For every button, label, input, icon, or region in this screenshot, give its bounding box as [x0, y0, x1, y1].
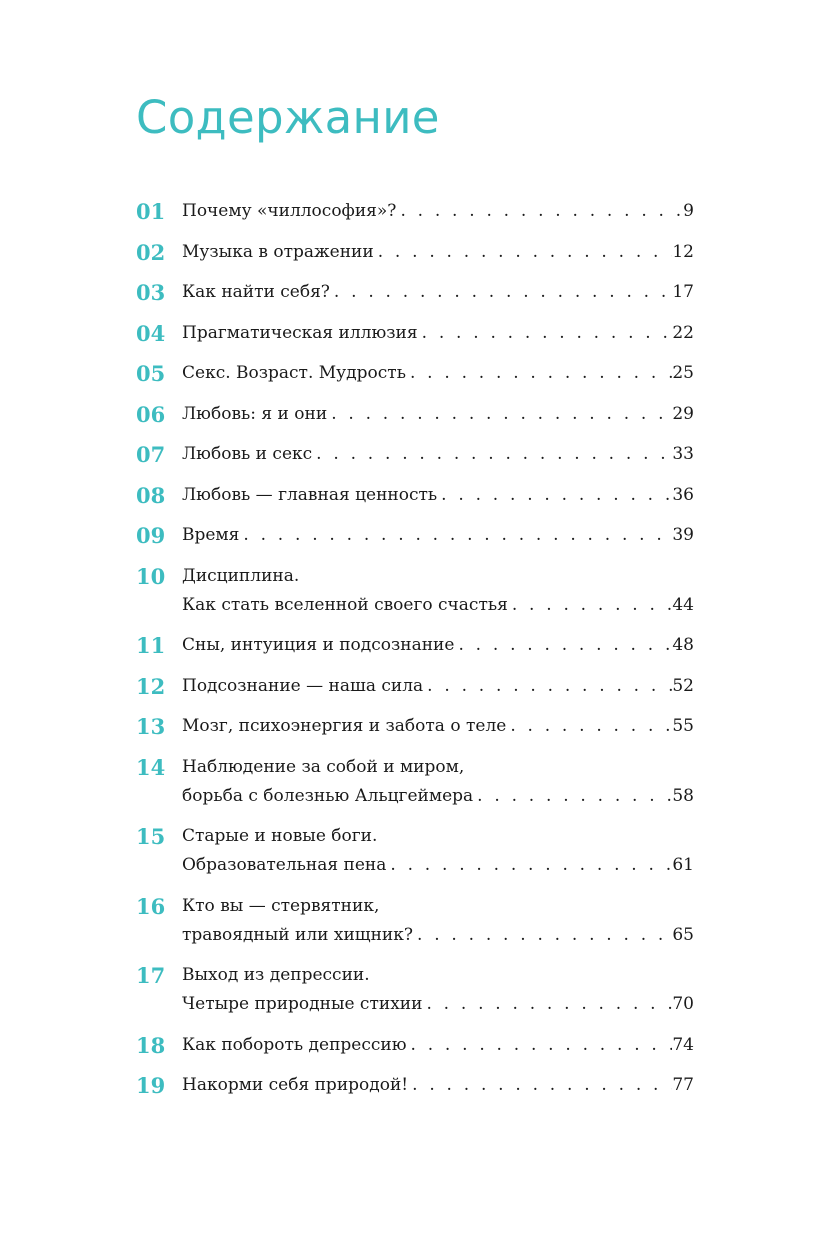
- dot-leader: [330, 276, 672, 309]
- chapter-number: 15: [136, 824, 166, 849]
- chapter-title: Любовь — главная ценность: [182, 484, 438, 505]
- chapter-number: 09: [136, 523, 166, 548]
- page-number: 65: [672, 924, 694, 945]
- page-number: 61: [672, 855, 694, 875]
- chapter-body: [182, 959, 694, 1020]
- chapter-number: 10: [136, 563, 166, 589]
- toc-entry[interactable]: [136, 820, 694, 881]
- chapter-body: [182, 1029, 694, 1062]
- chapter-title: Время: [182, 525, 240, 545]
- chapter-title-line: [182, 781, 694, 812]
- chapter-title-line: [182, 590, 694, 621]
- page-number: 12: [672, 241, 694, 262]
- chapter-title-line: [182, 398, 694, 431]
- page-number: 25: [672, 363, 694, 383]
- toc-entry[interactable]: [136, 959, 694, 1020]
- chapter-title: Дисциплина.: [182, 565, 300, 586]
- toc-entry[interactable]: [136, 710, 694, 743]
- chapter-title-line: [182, 989, 694, 1020]
- chapter-title-line: [182, 519, 694, 552]
- chapter-title-line: [182, 850, 694, 881]
- chapter-number: 18: [136, 1032, 166, 1058]
- chapter-title-line: [182, 438, 694, 471]
- chapter-number: 12: [136, 673, 166, 699]
- page-number: 55: [672, 716, 694, 736]
- chapter-title-line: [182, 820, 694, 850]
- chapter-title-line: [182, 357, 694, 390]
- toc-entry[interactable]: [136, 1029, 694, 1062]
- chapter-title: Сны, интуиция и подсознание: [182, 635, 455, 655]
- chapter-number: 01: [136, 199, 166, 224]
- chapter-title: борьба с болезнью Альцгеймера: [182, 785, 474, 806]
- dot-leader: [374, 236, 673, 269]
- toc-entry[interactable]: [136, 195, 694, 228]
- chapter-body: [182, 519, 694, 552]
- chapter-number: 02: [136, 239, 166, 265]
- dot-leader: [473, 781, 672, 812]
- chapter-number: 14: [136, 754, 166, 780]
- dot-leader: [327, 398, 672, 431]
- page-number: 48: [672, 635, 694, 655]
- chapter-number: 05: [136, 361, 166, 386]
- chapter-title: Наблюдение за собой и миром,: [182, 756, 465, 777]
- toc-entry[interactable]: [136, 276, 694, 309]
- dot-leader: [423, 670, 672, 703]
- toc-entry[interactable]: [136, 890, 694, 951]
- chapter-body: [182, 890, 694, 951]
- chapter-title-line: [182, 959, 694, 989]
- chapter-title: Четыре природные стихии: [182, 994, 423, 1014]
- dot-leader: [413, 920, 672, 951]
- chapter-body: [182, 357, 694, 390]
- chapter-title: Как стать вселенной своего счастья: [182, 594, 508, 615]
- chapter-title-line: [182, 710, 694, 743]
- chapter-title-line: [182, 1069, 694, 1102]
- toc-entry[interactable]: [136, 1069, 694, 1102]
- toc-entry[interactable]: [136, 317, 694, 350]
- chapter-title-line: [182, 629, 694, 662]
- chapter-title: травоядный или хищник?: [182, 924, 414, 945]
- chapter-title: Как побороть депрессию: [182, 1034, 407, 1055]
- chapter-body: [182, 276, 694, 309]
- chapter-number: 06: [136, 401, 166, 427]
- chapter-title-line: [182, 236, 694, 269]
- chapter-title: Музыка в отражении: [182, 241, 374, 262]
- chapter-title: Почему «чиллософия»?: [182, 201, 397, 221]
- chapter-title: Старые и новые боги.: [182, 826, 378, 846]
- chapter-number: 11: [136, 633, 166, 658]
- dot-leader: [239, 519, 672, 552]
- chapter-body: [182, 1069, 694, 1102]
- chapter-title-line: [182, 317, 694, 350]
- chapter-number: 07: [136, 442, 166, 467]
- toc-entry[interactable]: [136, 236, 694, 269]
- chapter-title: Прагматическая иллюзия: [182, 322, 418, 343]
- dot-leader: [418, 317, 673, 350]
- page-number: 74: [672, 1034, 694, 1055]
- chapter-body: [182, 236, 694, 269]
- chapter-number: 03: [136, 280, 166, 305]
- chapter-body: [182, 195, 694, 228]
- chapter-body: [182, 317, 694, 350]
- page-number: 17: [672, 282, 694, 302]
- dot-leader: [454, 629, 672, 662]
- chapter-title-line: [182, 195, 694, 228]
- chapter-title: Как найти себя?: [182, 282, 330, 302]
- chapter-number: 13: [136, 714, 166, 739]
- dot-leader: [386, 850, 672, 881]
- chapter-body: [182, 670, 694, 703]
- toc-entry[interactable]: [136, 479, 694, 512]
- page-number: 33: [672, 444, 694, 464]
- chapter-number: 19: [136, 1073, 166, 1098]
- toc-entry[interactable]: [136, 670, 694, 703]
- chapter-body: [182, 820, 694, 881]
- chapter-body: [182, 398, 694, 431]
- chapter-body: [182, 751, 694, 812]
- chapter-title-line: [182, 670, 694, 703]
- page-number: 52: [672, 675, 694, 696]
- page-number: 77: [672, 1075, 694, 1095]
- chapter-title-line: [182, 751, 694, 781]
- page-number: 44: [672, 594, 694, 615]
- dot-leader: [422, 989, 672, 1020]
- dot-leader: [437, 479, 672, 512]
- chapter-title-line: [182, 479, 694, 512]
- page-number: 9: [683, 201, 694, 221]
- chapter-title-line: [182, 1029, 694, 1062]
- chapter-title: Любовь: я и они: [182, 403, 328, 424]
- chapter-title-line: [182, 276, 694, 309]
- toc-entry[interactable]: [136, 357, 694, 390]
- chapter-title: Выход из депрессии.: [182, 965, 370, 985]
- dot-leader: [312, 438, 672, 471]
- page-number: 39: [672, 525, 694, 545]
- page-number: 70: [672, 994, 694, 1014]
- table-of-contents: [136, 195, 694, 1110]
- chapter-title: Накорми себя природой!: [182, 1075, 409, 1095]
- toc-entry[interactable]: [136, 629, 694, 662]
- chapter-number: 17: [136, 963, 166, 988]
- page-number: 22: [672, 322, 694, 343]
- page-number: 36: [672, 484, 694, 505]
- chapter-title-line: [182, 890, 694, 920]
- dot-leader: [396, 195, 683, 228]
- page-number: 29: [672, 403, 694, 424]
- dot-leader: [508, 590, 673, 621]
- chapter-title: Подсознание — наша сила: [182, 675, 424, 696]
- dot-leader: [506, 710, 672, 743]
- chapter-body: [182, 710, 694, 743]
- toc-entry[interactable]: [136, 438, 694, 471]
- chapter-body: [182, 629, 694, 662]
- toc-entry[interactable]: [136, 519, 694, 552]
- chapter-title: Образовательная пена: [182, 855, 387, 875]
- toc-entry[interactable]: [136, 560, 694, 621]
- chapter-body: [182, 479, 694, 512]
- chapter-title-line: [182, 920, 694, 951]
- toc-entry[interactable]: [136, 751, 694, 812]
- toc-entry[interactable]: [136, 398, 694, 431]
- chapter-title: Любовь и секс: [182, 444, 313, 464]
- page-title: Содержание: [136, 91, 440, 144]
- chapter-number: 04: [136, 320, 166, 346]
- chapter-body: [182, 560, 694, 621]
- chapter-title: Мозг, психоэнергия и забота о теле: [182, 716, 507, 736]
- page-number: 58: [672, 785, 694, 806]
- chapter-number: 16: [136, 893, 166, 919]
- chapter-body: [182, 438, 694, 471]
- chapter-number: 08: [136, 482, 166, 508]
- dot-leader: [408, 1069, 672, 1102]
- dot-leader: [407, 1029, 673, 1062]
- chapter-title-line: [182, 560, 694, 590]
- chapter-title: Секс. Возраст. Мудрость: [182, 363, 406, 383]
- chapter-title: Кто вы — стервятник,: [182, 895, 380, 916]
- dot-leader: [406, 357, 672, 390]
